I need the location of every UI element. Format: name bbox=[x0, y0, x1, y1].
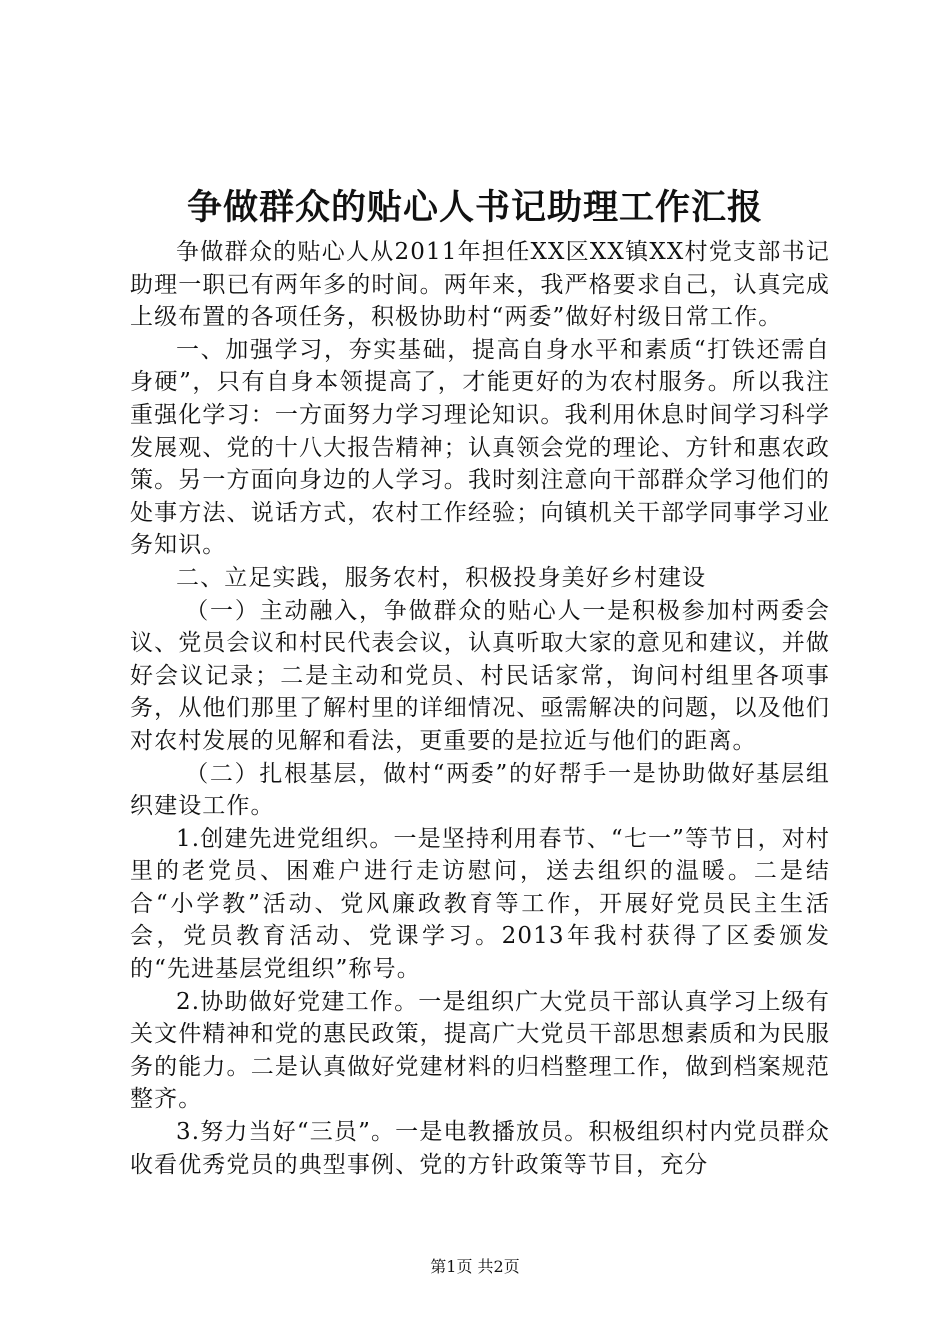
page-footer: 第1页 共2页 bbox=[430, 1257, 520, 1276]
document-title: 争做群众的贴心人书记助理工作汇报 bbox=[186, 187, 763, 228]
paragraph-section-2-heading: 二、立足实践，服务农村，积极投身美好乡村建设 bbox=[176, 564, 707, 591]
paragraph-item-1: 1.创建先进党组织。一是坚持利用春节、“七一”等节日，对村里的老党员、困难户进行走访慰问，送去组织的温暖。二是结合“小学教”活动、党风廉政教育等工作，开展好党员民主生活会，党员教育活动、党课学习。2013年我村获得了区委颁发的“先进基层党组织”称号。 bbox=[130, 825, 830, 983]
paragraph-section-1: 一、加强学习，夯实基础，提高自身水平和素质“打铁还需自身硬”，只有自身本领提高了，才能更好的为农村服务。所以我注重强化学习：一方面努力学习理论知识。我利用休息时间学习科学发展观、党的十八大报告精神；认真领会党的理论、方针和惠农政策。另一方面向身边的人学习。我时刻注意向干部群众学习他们的处事方法、说话方式，农村工作经验；向镇机关干部学同事学习业务知识。 bbox=[130, 336, 830, 559]
paragraph-subsection-2: （二）扎根基层，做村“两委”的好帮手一是协助做好基层组织建设工作。 bbox=[130, 760, 830, 820]
paragraph-intro: 争做群众的贴心人从2011年担任XX区XX镇XX村党支部书记助理一职已有两年多的时间。两年来，我严格要求自己，认真完成上级布置的各项任务，积极协助村“两委”做好村级日常工作。 bbox=[130, 239, 830, 331]
paragraph-item-3: 3.努力当好“三员”。一是电教播放员。积极组织村内党员群众收看优秀党员的典型事例、党的方针政策等节目，充分 bbox=[130, 1119, 830, 1178]
paragraph-item-2: 2.协助做好党建工作。一是组织广大党员干部认真学习上级有关文件精神和党的惠民政策，提高广大党员干部思想素质和为民服务的能力。二是认真做好党建材料的归档整理工作，做到档案规范整齐。 bbox=[130, 988, 830, 1113]
document-body bbox=[130, 236, 830, 1181]
paragraph-subsection-1: （一）主动融入，争做群众的贴心人一是积极参加村两委会议、党员会议和村民代表会议，认真听取大家的意见和建议，并做好会议记录；二是主动和党员、村民话家常，询问村组里各项事务，从他们那里了解村里的详细情况、亟需解决的问题，以及他们对农村发展的见解和看法，更重要的是拉近与他们的距离。 bbox=[130, 597, 830, 754]
